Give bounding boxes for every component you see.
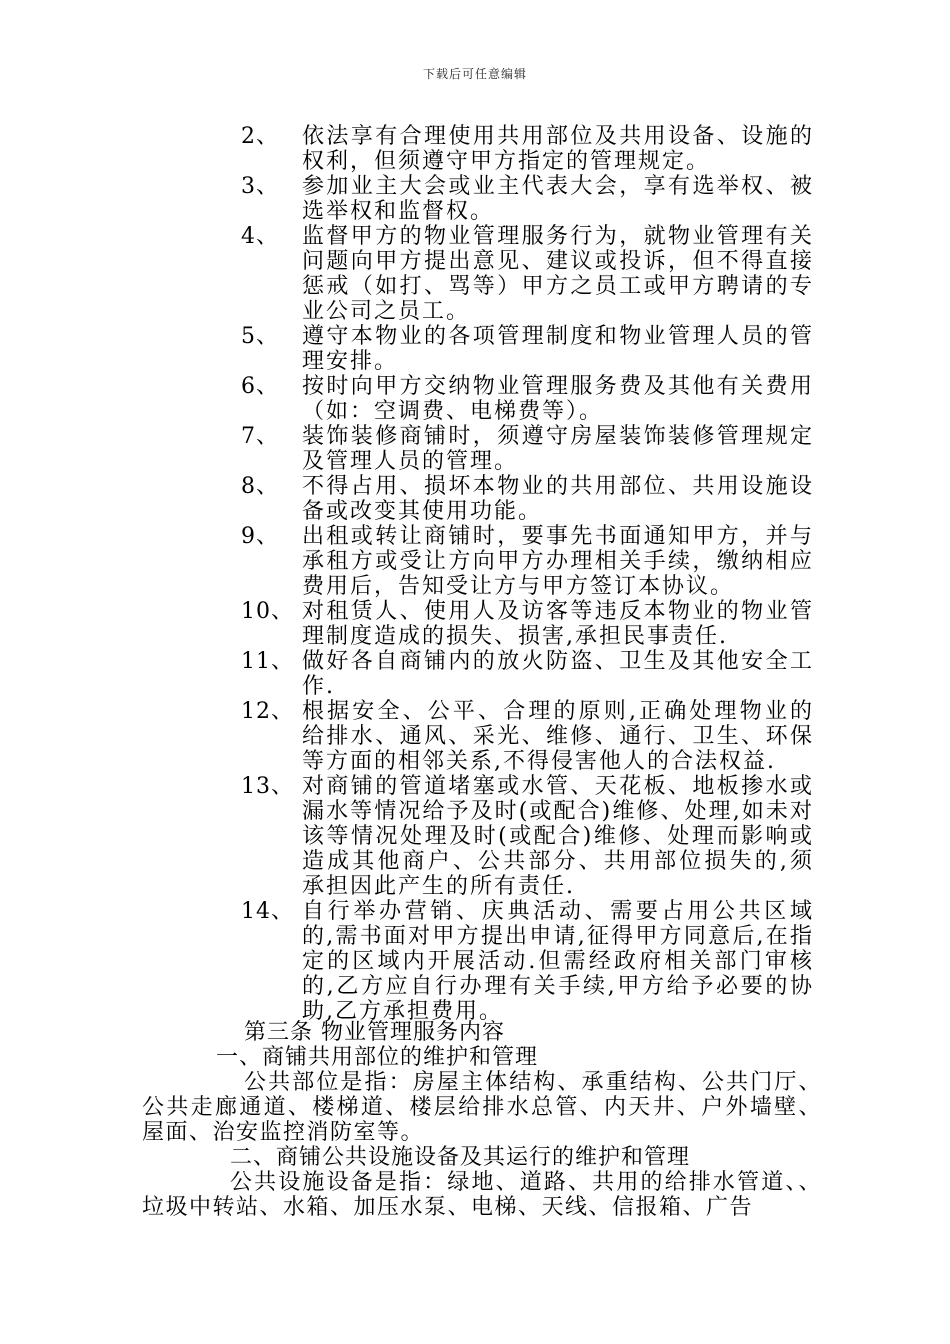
item-number: 8、 xyxy=(241,474,279,499)
list-item xyxy=(0,174,950,224)
list-item xyxy=(0,474,950,524)
item-text: 根据安全、公平、合理的原则,正确处理物业的给排水、通风、采光、维修、通行、卫生、环保等方面的相邻关系,不得侵害他人的合法权益. xyxy=(302,699,814,774)
item-number: 11、 xyxy=(241,649,294,674)
obligation-list xyxy=(0,124,950,1024)
list-item xyxy=(0,374,950,424)
item-number: 14、 xyxy=(241,899,294,924)
list-item xyxy=(0,899,950,1024)
item-text: 参加业主大会或业主代表大会，享有选举权、被选举权和监督权。 xyxy=(302,174,814,224)
item-text: 自行举办营销、庆典活动、需要占用公共区域的,需书面对甲方提出申请,征得甲方同意后,在指定的区域内开展活动.但需经政府相关部门审核的,乙方应自行办理有关手续,甲方给予必要的协助,乙方承担费用。 xyxy=(302,899,814,1024)
section-heading: 二、商铺公共设施设备及其运行的维护和管理 xyxy=(230,1145,691,1170)
item-number: 10、 xyxy=(241,599,294,624)
item-text: 遵守本物业的各项管理制度和物业管理人员的管理安排。 xyxy=(302,324,814,374)
item-number: 6、 xyxy=(241,374,279,399)
item-text: 出租或转让商铺时，要事先书面通知甲方，并与承租方或受让方向甲方办理相关手续，缴纳相应费用后，告知受让方与甲方签订本协议。 xyxy=(302,524,814,599)
item-number: 9、 xyxy=(241,524,279,549)
item-number: 13、 xyxy=(241,774,294,799)
list-item xyxy=(0,524,950,599)
item-text: 对租赁人、使用人及访客等违反本物业的物业管理制度造成的损失、损害,承担民事责任. xyxy=(302,599,814,649)
list-item xyxy=(0,124,950,174)
list-item xyxy=(0,224,950,324)
item-number: 12、 xyxy=(241,699,294,724)
item-number: 4、 xyxy=(241,224,279,249)
item-text: 监督甲方的物业管理服务行为，就物业管理有关问题向甲方提出意见、建议或投诉，但不得直接惩戒（如打、骂等）甲方之员工或甲方聘请的专业公司之员工。 xyxy=(302,224,814,324)
section-paragraph: 公共设施设备是指：绿地、道路、共用的给排水管道、、垃圾中转站、水箱、加压水泵、电梯、天线、信报箱、广告 xyxy=(142,1170,822,1220)
item-text: 按时向甲方交纳物业管理服务费及其他有关费用（如：空调费、电梯费等）。 xyxy=(302,374,814,424)
item-text: 装饰装修商铺时，须遵守房屋装饰装修管理规定及管理人员的管理。 xyxy=(302,424,814,474)
item-number: 3、 xyxy=(241,174,279,199)
article-title: 第三条 物业管理服务内容 xyxy=(244,1020,505,1045)
item-number: 5、 xyxy=(241,324,279,349)
list-item xyxy=(0,774,950,899)
item-text: 依法享有合理使用共用部位及共用设备、设施的权利，但须遵守甲方指定的管理规定。 xyxy=(302,124,814,174)
page-header-watermark: 下载后可任意编辑 xyxy=(422,67,527,81)
section-heading: 一、商铺共用部位的维护和管理 xyxy=(216,1045,539,1070)
list-item xyxy=(0,324,950,374)
item-text: 不得占用、损坏本物业的共用部位、共用设施设备或改变其使用功能。 xyxy=(302,474,814,524)
item-text: 做好各自商铺内的放火防盗、卫生及其他安全工作. xyxy=(302,649,814,699)
item-text: 对商铺的管道堵塞或水管、天花板、地板掺水或漏水等情况给予及时(或配合)维修、处理,如未对该等情况处理及时(或配合)维修、处理而影响或造成其他商户、公共部分、共用部位损失的,须承担因此产生的所有责任. xyxy=(302,774,814,899)
section-paragraph: 公共部位是指：房屋主体结构、承重结构、公共门厅、公共走廊通道、楼梯道、楼层给排水总管、内天井、户外墙壁、屋面、治安监控消防室等。 xyxy=(142,1070,822,1145)
list-item xyxy=(0,599,950,649)
list-item xyxy=(0,699,950,774)
item-number: 7、 xyxy=(241,424,279,449)
list-item xyxy=(0,649,950,699)
list-item xyxy=(0,424,950,474)
item-number: 2、 xyxy=(241,124,279,149)
